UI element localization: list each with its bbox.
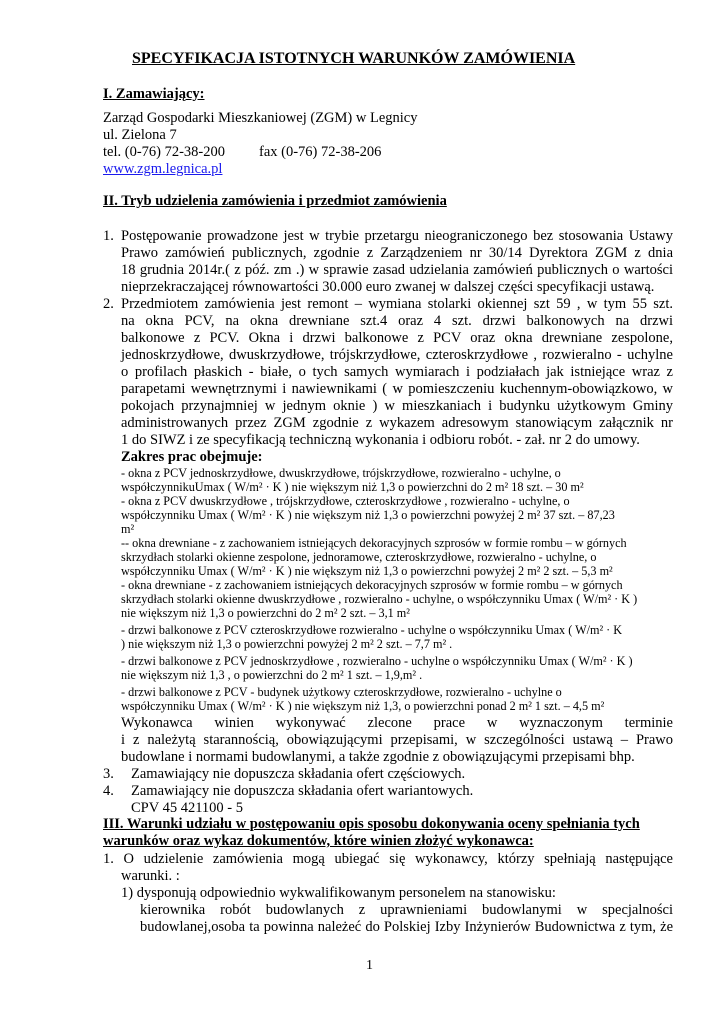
- condition-1: 1) dysponują odpowiednio wykwalifikowanym personelem na stanowisku:: [121, 885, 556, 901]
- item-2-line: 1 do SIWZ i ze specyfikacją techniczną wykonania i odbioru robót. - zał. nr 2 do umowy.: [121, 432, 640, 448]
- scope-line: - okna drewniane - z zachowaniem istniejących dekoracyjnych szprosów w formie rombu – w górnych: [121, 578, 623, 592]
- condition-1-text: budowlanej,osoba ta powinna należeć do Polskiej Izby Inżynierów Budownictwa z tym, że: [140, 919, 673, 935]
- item-2-line: jednoskrzydłowe, dwuskrzydłowe, trójskrzydłowe, czteroskrzydłowe , rozwieralno - uchylne: [121, 347, 673, 363]
- section-2-heading: II. Tryb udzielenia zamówienia i przedmiot zamówienia: [103, 193, 447, 209]
- scope-line: nie większym niż 1,3 o powierzchni do 2 m² 2 szt. – 3,1 m²: [121, 606, 410, 620]
- contractor-text: Wykonawca winien wykonywać zlecone prace w wyznaczonym terminie: [121, 715, 673, 731]
- item-4-text: Zamawiający nie dopuszcza składania ofert wariantowych.: [131, 783, 474, 799]
- item-1-line: Postępowanie prowadzone jest w trybie przetargu nieograniczonego bez stosowania Ustawy: [121, 228, 673, 244]
- item-2-number: 2.: [103, 296, 114, 312]
- scope-line: -- okna drewniane - z zachowaniem istniejących dekoracyjnych szprosów w formie rombu – w górnych: [121, 536, 627, 550]
- section-3-heading: III. Warunki udziału w postępowaniu opis sposobu dokonywania oceny spełniania tych: [103, 816, 640, 832]
- scope-line: współczynnikuUmax ( W/m² · K ) nie większym niż 1,3 o powierzchni do 2 m² 18 szt. – 30 m²: [121, 480, 584, 494]
- item-1-number: 1.: [103, 228, 114, 244]
- contact-street: ul. Zielona 7: [103, 127, 177, 143]
- scope-line: m²: [121, 522, 135, 536]
- scope-line: - drzwi balkonowe z PCV - budynek użytkowy czteroskrzydłowe, rozwieralno - uchylne o: [121, 685, 562, 699]
- scope-line: - okna z PCV dwuskrzydłowe , trójskrzydłowe, czteroskrzydłowe , rozwieralno - uchylne, o: [121, 494, 570, 508]
- scope-heading: Zakres prac obejmuje:: [121, 449, 263, 465]
- condition-1-text: kierownika robót budowlanych z uprawnieniami budowlanymi w specjalności: [140, 902, 673, 918]
- document-title: SPECYFIKACJA ISTOTNYCH WARUNKÓW ZAMÓWIENIA: [132, 50, 576, 67]
- cpv-code: CPV 45 421100 - 5: [131, 800, 243, 816]
- contractor-text: budowlane i normami budowlanymi, a także zgodnie z obowiązującymi przepisami bhp.: [121, 749, 635, 765]
- scope-line: współczynniku Umax ( W/m² · K ) nie większym niż 1,3 o powierzchni powyżej 2 m² 37 szt. – 87,23: [121, 508, 615, 522]
- item-2-line: na okna PCV, na okna drewniane szt.4 oraz 4 szt. drzwi balkonowych na drzwi: [121, 313, 673, 329]
- section-1-heading: I. Zamawiający:: [103, 86, 205, 102]
- scope-line: współczynniku Umax ( W/m² · K ) nie większym niż 1,3 o powierzchni powyżej 2 m² 2 szt. – 5,3 m²: [121, 564, 613, 578]
- contractor-text: i z należytą starannością, obowiązującymi przepisami, w szczególności ustawą – Prawo: [121, 732, 673, 748]
- scope-line: ) nie większym niż 1,3 o powierzchni powyżej 2 m² 2 szt. – 7,7 m² .: [121, 637, 453, 651]
- scope-line: - drzwi balkonowe z PCV jednoskrzydłowe , rozwieralno - uchylne o współczynniku Umax ( W/m² · K ): [121, 654, 633, 668]
- item-2-line: pokojach przynajmniej w jednym oknie ) w mieszkaniach i budynku użytkowym Gminy: [121, 398, 673, 414]
- website-link[interactable]: www.zgm.legnica.pl: [103, 161, 223, 177]
- item-2-line: balkonowe z PCV. Okna i drzwi balkonowe z PCV oraz okna drewniane zespolone,: [121, 330, 673, 346]
- item-3-text: Zamawiający nie dopuszcza składania ofert częściowych.: [131, 766, 466, 782]
- scope-line: nie większym niż 1,3 , o powierzchni do 2 m² 1 szt. – 1,9,m² .: [121, 668, 423, 682]
- scope-line: skrzydłach stolarki okienne dwuskrzydłowe , rozwieralno - uchylne, o współczynniku Umax ( W/m² · K ): [121, 592, 638, 606]
- item-1-line: 18 grudnia 2014r.( z póź. zm .) w sprawie zasad udzielania zamówień publicznych o wartości: [121, 262, 673, 278]
- section-3-heading: warunków oraz wykaz dokumentów, które winien złożyć wykonawca:: [103, 833, 534, 849]
- item-2-line: administrowanych przez ZGM zgodnie z wykazem adresowym stanowiącym załącznik nr: [121, 415, 673, 431]
- item-4-number: 4.: [103, 783, 114, 799]
- scope-line: współczynniku Umax ( W/m² · K ) nie większym niż 1,3, o powierzchni ponad 2 m² 1 szt. – 4,5 m²: [121, 699, 605, 713]
- scope-line: - okna z PCV jednoskrzydłowe, dwuskrzydłowe, trójskrzydłowe, rozwieralno - uchylne, o: [121, 466, 561, 480]
- conditions-text: 1. O udzielenie zamówienia mogą ubiegać się wykonawcy, którzy spełniają następujące: [103, 851, 673, 867]
- item-2-line: o profilach płaskich - białe, o tych samych wymiarach i podziałach jak istniejące wraz z: [121, 364, 673, 380]
- item-2-line: parapetami wewnętrznymi i nawiewnikami ( w pomieszczeniu kuchennym-obowiązkowo, w: [121, 381, 673, 397]
- scope-line: - drzwi balkonowe z PCV czteroskrzydłowe rozwieralno - uchylne o współczynniku Umax ( W/m² · K: [121, 623, 623, 637]
- page-number: 1: [366, 958, 373, 973]
- contact-fax: fax (0-76) 72-38-206: [259, 144, 382, 160]
- item-1-line: Prawo zamówień publicznych, zgodnie z Zarządzeniem nr 30/14 Dyrektora ZGM z dnia: [121, 245, 673, 261]
- contact-phone: tel. (0-76) 72-38-200: [103, 144, 226, 160]
- item-2-line: Przedmiotem zamówienia jest remont – wymiana stolarki okiennej szt 59 , w tym 55 szt.: [121, 296, 673, 312]
- contact-name: Zarząd Gospodarki Mieszkaniowej (ZGM) w Legnicy: [103, 110, 418, 126]
- scope-line: skrzydłach stolarki okienne zespolone, jednoramowe, czteroskrzydłowe, rozwieralno - uchylne, o: [121, 550, 597, 564]
- item-1-line: nieprzekraczającej równowartości 30.000 euro zwanej w dalszej części specyfikacji ustawą.: [121, 279, 655, 295]
- conditions-text: warunki. :: [121, 868, 180, 884]
- item-3-number: 3.: [103, 766, 114, 782]
